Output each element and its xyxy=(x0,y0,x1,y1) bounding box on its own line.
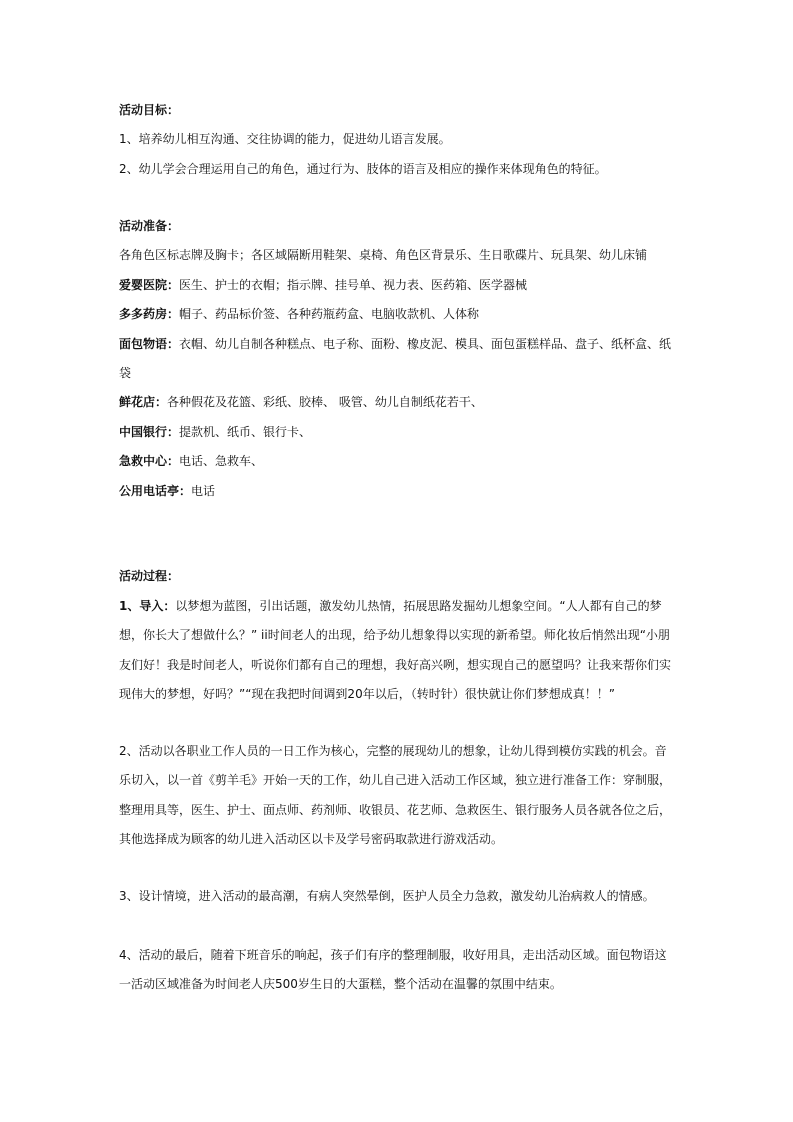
step4-text: 4、活动的最后，随着下班音乐的响起，孩子们有序的整理制服，收好用具，走出活动区域。面包物语这一活动区域准备为时间老人庆500岁生日的大蛋糕，整个活动在温馨的氛围中结束。 xyxy=(119,948,667,992)
area-text: 电话 xyxy=(191,483,216,498)
goal-item: 1、培养幼儿相互沟通、交往协调的能力，促进幼儿语言发展。 xyxy=(119,132,451,147)
goals-heading: 活动目标： xyxy=(119,103,180,117)
goals-section xyxy=(119,96,677,184)
step2-text: 2、活动以各职业工作人员的一日工作为核心，完整的展现幼儿的想象，让幼儿得到模仿实践的机会。音乐切入，以一首《剪羊毛》开始一天的工作，幼儿自己进入活动工作区域，独立进行准备工作：穿制服，整理用具等，医生、护士、面点师、药剂师、收银员、花艺师、急救医生、银行服务人员各就各位之后，其他选择成为顾客的幼儿进入活动区以卡及学号密码取款进行游戏活动。 xyxy=(119,744,672,847)
prep-area-emergency xyxy=(119,447,677,476)
prep-area-bank xyxy=(119,418,677,447)
area-text: 电话、急救车、 xyxy=(179,454,264,469)
prep-intro: 各角色区标志牌及胸卡；各区域隔断用鞋架、桌椅、角色区背景乐、生日歌碟片、玩具架、幼儿床铺 xyxy=(119,248,648,263)
prep-area-pharmacy xyxy=(119,300,677,329)
process-step-4 xyxy=(119,941,677,1000)
goal-item: 2、幼儿学会合理运用自己的角色，通过行为、肢体的语言及相应的操作来体现角色的特征。 xyxy=(119,161,607,176)
area-text: 帽子、药品标价签、各种药瓶药盒、电脑收款机、人体称 xyxy=(179,307,480,322)
area-label: 爱婴医院： xyxy=(119,277,180,292)
step1-label: 1、导入： xyxy=(119,599,176,613)
area-text: 提款机、纸币、银行卡、 xyxy=(179,424,312,439)
prep-area-phone-booth xyxy=(119,477,677,506)
process-heading-block xyxy=(119,562,677,591)
process-step-2 xyxy=(119,737,677,855)
area-text: 衣帽、幼儿自制各种糕点、电子称、面粉、橡皮泥、模具、面包蛋糕样品、盘子、纸杯盒、纸袋 xyxy=(119,336,672,381)
prep-area-flower-shop xyxy=(119,388,677,417)
prep-area-hospital xyxy=(119,271,677,300)
prep-section xyxy=(119,212,677,506)
area-label: 中国银行： xyxy=(119,424,180,439)
process-step-3 xyxy=(119,882,677,911)
area-label: 多多药房： xyxy=(119,307,180,322)
step3-text: 3、设计情境，进入活动的最高潮，有病人突然晕倒，医护人员全力急救，激发幼儿治病救人的情感。 xyxy=(119,889,655,903)
area-label: 急救中心： xyxy=(119,454,180,469)
area-label: 鲜花店： xyxy=(119,395,168,410)
area-text: 各种假花及花篮、彩纸、胶棒、 吸管、幼儿自制纸花若干、 xyxy=(167,395,483,410)
prep-area-bakery xyxy=(119,330,677,389)
process-heading: 活动过程： xyxy=(119,569,180,583)
process-step-1 xyxy=(119,592,677,710)
step1-text: 以梦想为蓝图，引出话题，激发幼儿热情，拓展思路发掘幼儿想象空间。“人人都有自己的梦想，你长大了想做什么？” ii时间老人的出现，给予幼儿想象得以实现的新希望。师化妆后悄然出现“小朋友们好！我是时间老人，听说你们都有自己的理想，我好高兴咧，想实现自己的愿望吗？让我来帮你们实现伟大的梦想，好吗？”“现在我把时间调到20年以后，（转时针）很快就让你们梦想成真！！” xyxy=(119,599,672,702)
prep-heading: 活动准备： xyxy=(119,219,180,233)
area-label: 面包物语： xyxy=(119,336,180,351)
area-text: 医生、护士的衣帽；指示牌、挂号单、视力表、医药箱、医学器械 xyxy=(179,277,528,292)
area-label: 公用电话亭： xyxy=(119,483,192,498)
